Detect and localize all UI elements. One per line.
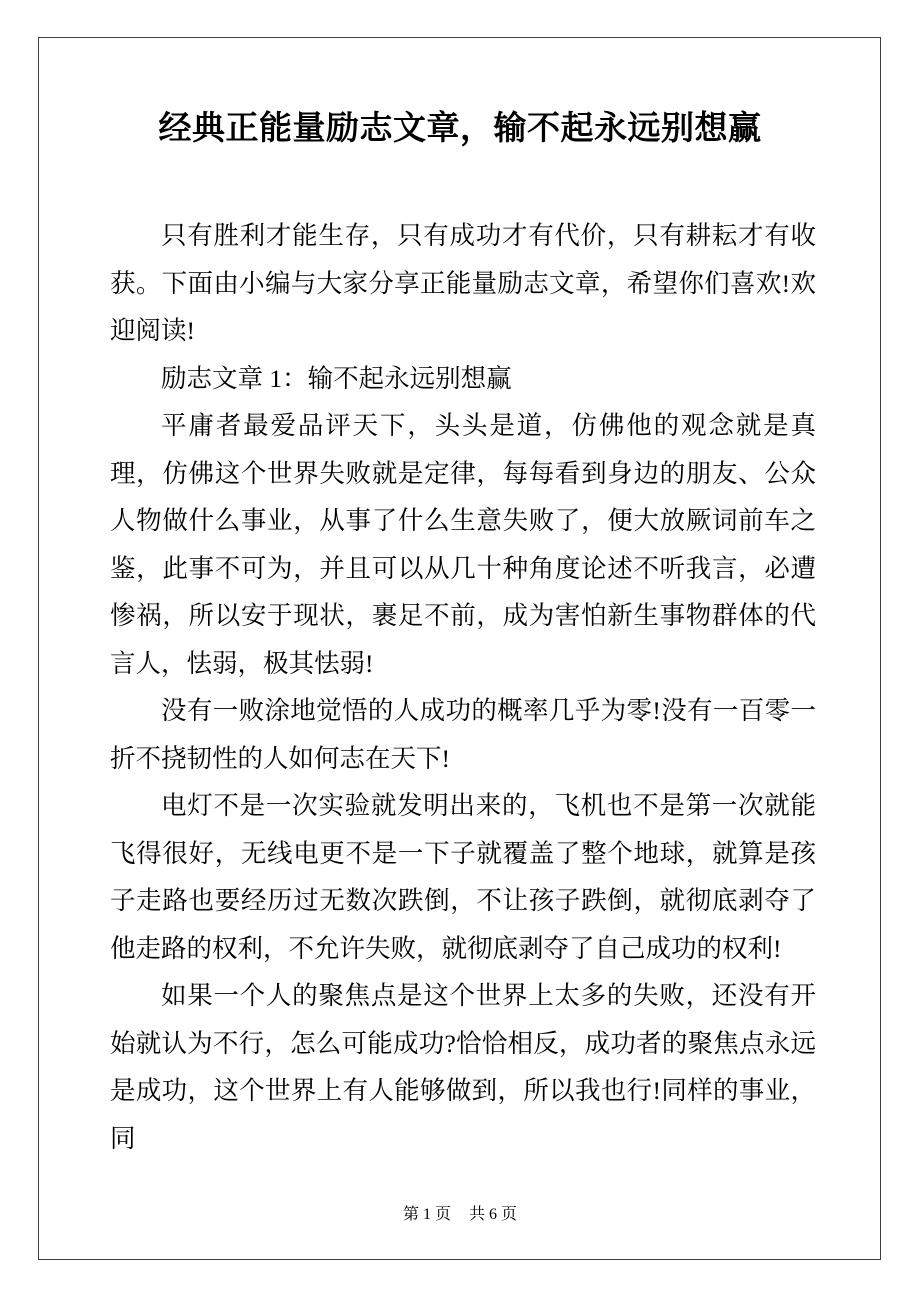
paragraph-intro: 只有胜利才能生存，只有成功才有代价，只有耕耘才有收获。下面由小编与大家分享正能量励志文章，希望你们喜欢!欢迎阅读! <box>110 221 816 345</box>
document-body <box>110 212 816 1162</box>
page-title: 经典正能量励志文章，输不起永远别想赢 <box>158 111 762 147</box>
paragraph-invention-failure: 电灯不是一次实验就发明出来的，飞机也不是第一次就能飞得很好，无线电更不是一下子就覆盖了整个地球，就算是孩子走路也要经历过无数次跌倒，不让孩子跌倒，就彻底剥夺了他走路的权利，不允许失败，就彻底剥夺了自己成功的权利! <box>110 791 816 963</box>
paragraph-resilience: 没有一败涂地觉悟的人成功的概率几乎为零!没有一百零一折不挠韧性的人如何志在天下! <box>110 696 816 773</box>
paragraph-mediocre-critics: 平庸者最爱品评天下，头头是道，仿佛他的观念就是真理，仿佛这个世界失败就是定律，每每看到身边的朋友、公众人物做什么事业，从事了什么生意失败了，便大放厥词前车之鉴，此事不可为，并且可以从几十种角度论述不听我言，必遭惨祸，所以安于现状，裹足不前，成为害怕新生事物群体的代言人，怯弱，极其怯弱! <box>110 411 816 678</box>
section-heading-article-1: 励志文章 1：输不起永远别想赢 <box>161 363 512 393</box>
page-footer <box>0 1203 920 1227</box>
paragraph-focus-on-success: 如果一个人的聚焦点是这个世界上太多的失败，还没有开始就认为不行，怎么可能成功?恰恰相反，成功者的聚焦点永远是成功，这个世界上有人能够做到，所以我也行!同样的事业，同 <box>110 981 816 1153</box>
footer-total-pages: 共 6 页 <box>469 1206 518 1223</box>
footer-page-number: 第 1 页 <box>402 1206 451 1223</box>
